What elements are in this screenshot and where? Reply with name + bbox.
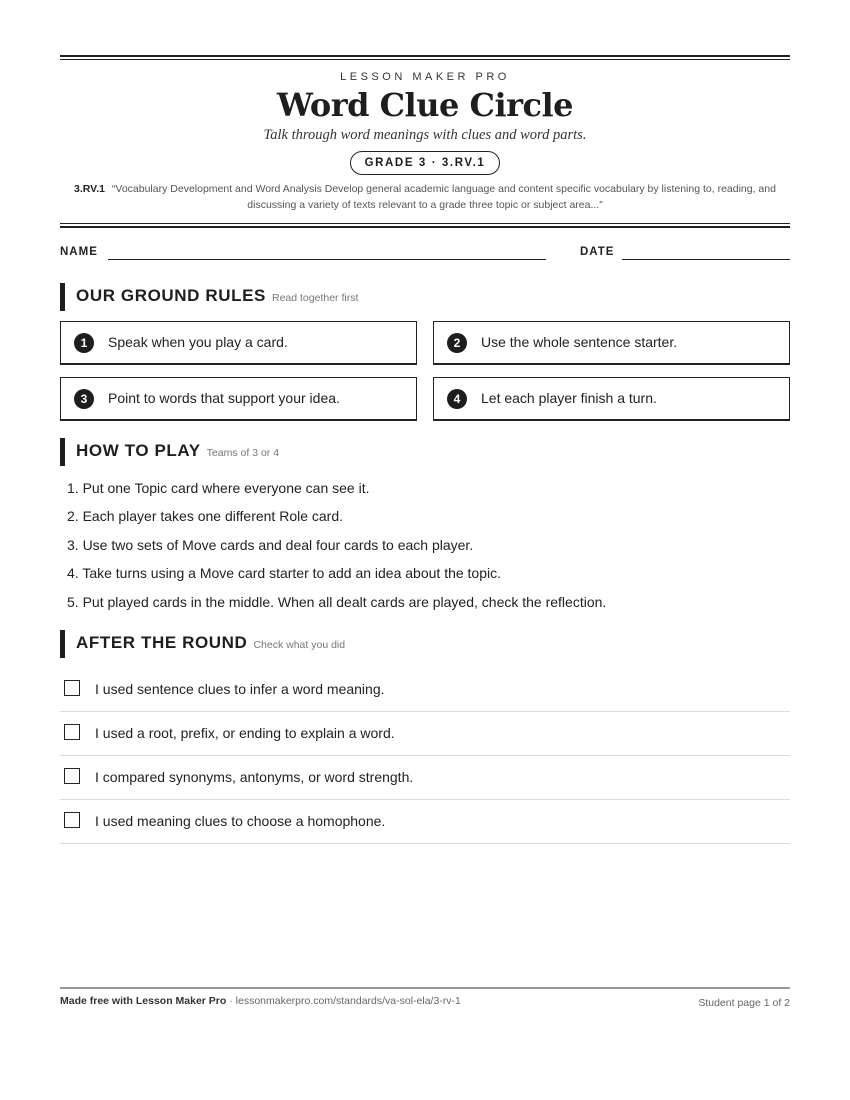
- section-bar: [60, 630, 65, 658]
- worksheet-header: [60, 60, 790, 223]
- checkbox[interactable]: [64, 768, 80, 784]
- rule-number-badge: 3: [74, 389, 94, 409]
- footer-page-number: Student page 1 of 2: [698, 997, 790, 1009]
- standard-text: “Vocabulary Development and Word Analysis Develop general academic language and content specific vocabulary by listening to, reading, and discussing a variety of texts relevant to a grade three topic or subject area...”: [111, 183, 776, 211]
- checklist-item: [60, 800, 790, 844]
- ground-rule-card: [60, 321, 417, 365]
- rule-text: Point to words that support your idea.: [108, 390, 340, 406]
- ground-rule-card: [433, 377, 790, 421]
- how-to-play-title: HOW TO PLAY: [76, 441, 201, 460]
- checklist-text: I used meaning clues to choose a homophone.: [95, 813, 386, 830]
- ground-rule-card: [60, 377, 417, 421]
- rule-number-badge: 1: [74, 333, 94, 353]
- rule-text: Let each player finish a turn.: [481, 390, 657, 406]
- how-to-play-heading: [60, 438, 790, 466]
- step-item: 5. Put played cards in the middle. When all dealt cards are played, check the reflection.: [67, 593, 607, 610]
- ground-rules-title: OUR GROUND RULES: [76, 286, 266, 305]
- ground-rules-grid: [60, 321, 790, 431]
- name-date-row: [60, 242, 790, 262]
- how-to-play-steps: [60, 474, 790, 616]
- date-label: DATE: [580, 246, 615, 258]
- name-field-line[interactable]: [108, 259, 546, 260]
- worksheet-subtitle: Talk through word meanings with clues and word parts.: [263, 127, 587, 143]
- after-round-heading: [60, 630, 790, 658]
- checkbox[interactable]: [64, 724, 80, 740]
- step-item: 2. Each player takes one different Role card.: [67, 508, 344, 525]
- grade-standard-badge: GRADE 3 · 3.RV.1: [350, 151, 501, 175]
- ground-rules-hint: Read together first: [272, 292, 359, 304]
- checkbox[interactable]: [64, 812, 80, 828]
- checkbox[interactable]: [64, 680, 80, 696]
- ground-rule-card: [433, 321, 790, 365]
- checklist-item: [60, 712, 790, 756]
- after-round-title: AFTER THE ROUND: [76, 633, 248, 653]
- brand-name: LESSON MAKER PRO: [340, 71, 510, 83]
- footer-made-with: Made free with Lesson Maker Pro: [60, 995, 227, 1007]
- header-bottom-double-rule: [60, 223, 790, 228]
- worksheet-title: Word Clue Circle: [277, 86, 573, 124]
- checklist-text: I used sentence clues to infer a word meaning.: [95, 681, 385, 698]
- page-footer: [60, 987, 790, 1007]
- after-round-hint: Check what you did: [253, 639, 346, 652]
- step-item: 1. Put one Topic card where everyone can see it.: [67, 480, 370, 496]
- rule-number-badge: 4: [447, 389, 467, 409]
- ground-rules-heading: [60, 283, 790, 311]
- section-bar: [60, 438, 65, 466]
- checklist-item: [60, 756, 790, 800]
- reflection-checklist: [60, 668, 790, 844]
- checklist-text: I compared synonyms, antonyms, or word strength.: [95, 769, 414, 786]
- standard-description: [70, 181, 780, 213]
- date-field-line[interactable]: [622, 259, 790, 260]
- step-item: 4. Take turns using a Move card starter to add an idea about the topic.: [67, 565, 502, 582]
- step-item: 3. Use two sets of Move cards and deal four cards to each player.: [67, 536, 474, 553]
- rule-text: Use the whole sentence starter.: [481, 334, 678, 350]
- how-to-play-hint: Teams of 3 or 4: [206, 447, 280, 459]
- footer-url: · lessonmakerpro.com/standards/va-sol-ela/3-rv-1: [226, 995, 461, 1007]
- worksheet-page: [60, 55, 790, 844]
- rule-number-badge: 2: [447, 333, 467, 353]
- section-title: [76, 441, 279, 461]
- standard-code: 3.RV.1: [74, 183, 105, 195]
- section-bar: [60, 283, 65, 311]
- rule-text: Speak when you play a card.: [108, 334, 288, 350]
- checklist-item: [60, 668, 790, 712]
- section-title: [76, 633, 345, 653]
- section-title: [76, 286, 358, 306]
- checklist-text: I used a root, prefix, or ending to explain a word.: [95, 725, 395, 742]
- name-label: NAME: [60, 246, 98, 258]
